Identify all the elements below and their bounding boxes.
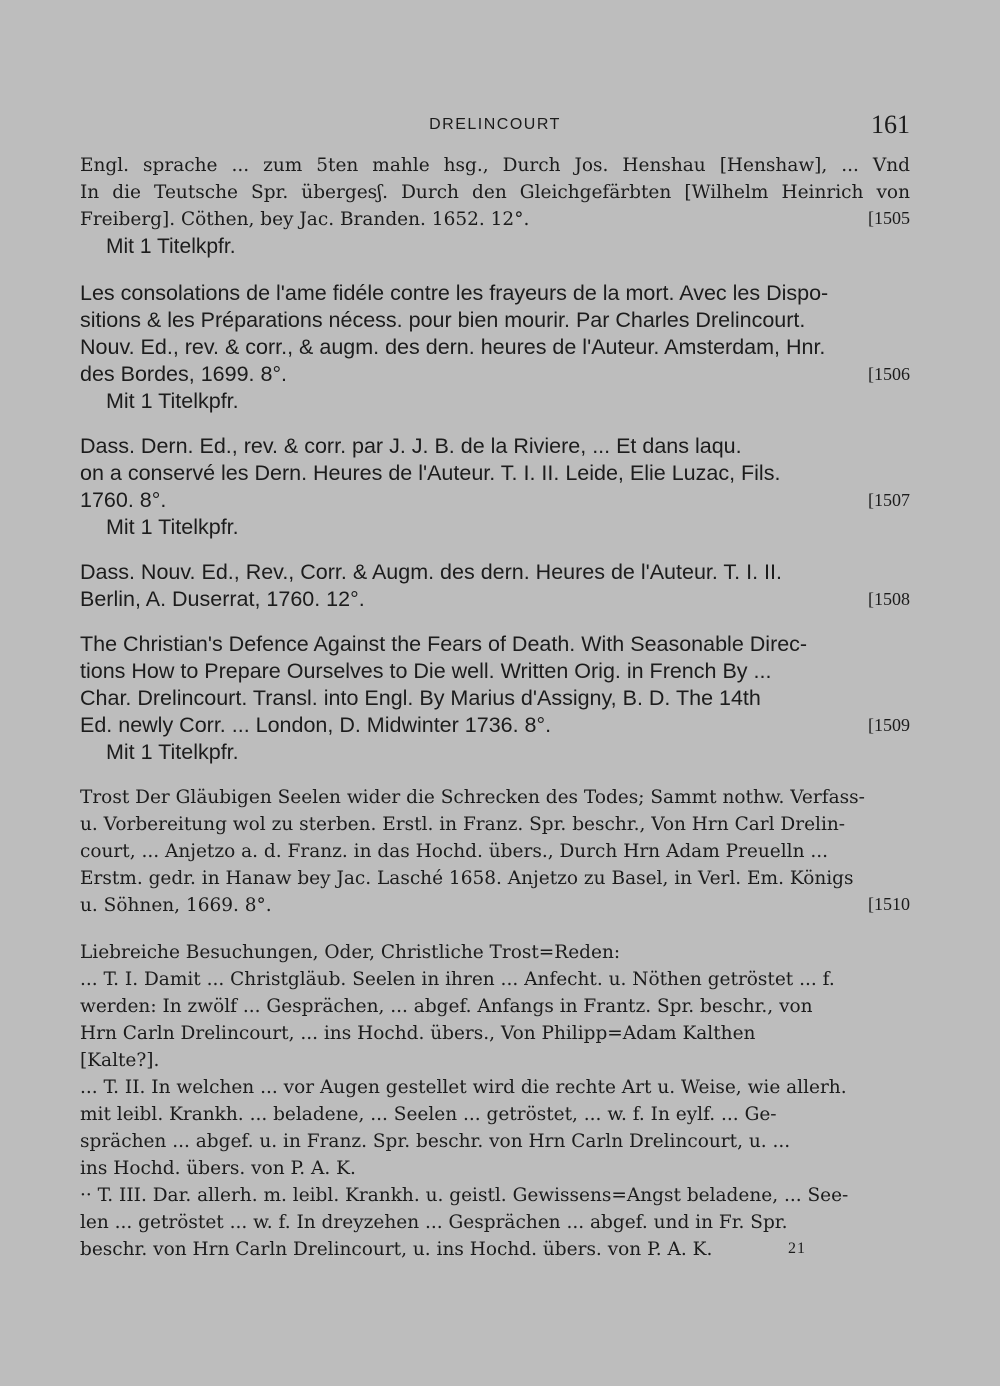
entry-line: Berlin, A. Duserrat, 1760. 12°. — [80, 587, 365, 611]
entry-line: Dass. Dern. Ed., rev. & corr. par J. J. B. de la Riviere, ... Et dans laqu. — [80, 434, 742, 458]
entry-line: Char. Drelincourt. Transl. into Engl. By Marius d'Assigny, B. D. The 14th — [80, 686, 761, 710]
entry-line: tions How to Prepare Ourselves to Die well. Written Orig. in French By ... — [80, 659, 772, 683]
entry-note: Mit 1 Titelkpfr. — [106, 389, 239, 413]
entry-line: len ... getröstet ... w. f. In dreyzehen ... Gesprächen ... abgef. und in Fr. Spr. — [80, 1212, 788, 1233]
entry-1505 — [80, 152, 910, 260]
entry-part-1 — [80, 966, 910, 1074]
entry-line: The Christian's Defence Against the Fears of Death. With Seasonable Direc- — [80, 632, 808, 656]
entry-line: ... T. I. Damit ... Christgläub. Seelen in ihren ... Anfecht. u. Nöthen getröstet ... f. — [80, 969, 835, 990]
entry-line: Freiberg]. Cöthen, bey Jac. Branden. 1652. 12°. — [80, 209, 530, 230]
entry-number: [1510 — [868, 894, 910, 914]
entry-line: Trost Der Gläubigen Seelen wider die Schrecken des Todes; Sammt nothw. Verfass- — [80, 787, 865, 808]
entry-liebreiche-besuchungen — [80, 939, 910, 1263]
entry-line: Dass. Nouv. Ed., Rev., Corr. & Augm. des dern. Heures de l'Auteur. T. I. II. — [80, 560, 782, 584]
entry-note: Mit 1 Titelkpfr. — [106, 235, 236, 258]
entry-note: Mit 1 Titelkpfr. — [106, 515, 239, 539]
entry-line: werden: In zwölf ... Gesprächen, ... abgef. Anfangs in Frantz. Spr. beschr., von — [80, 996, 813, 1017]
entry-line: mit leibl. Krankh. ... beladene, ... Seelen ... getröstet, ... w. f. In eylf. ... Ge- — [80, 1104, 777, 1125]
entry-line: court, ... Anjetzo a. d. Franz. in das Hochd. übers., Durch Hrn Adam Preuelln ... — [80, 841, 829, 862]
entry-1509 — [80, 631, 910, 766]
entry-title: Liebreiche Besuchungen, Oder, Christliche Trost=Reden: — [80, 942, 621, 963]
entry-line: beschr. von Hrn Carln Drelincourt, u. ins Hochd. übers. von P. A. K. — [80, 1239, 713, 1260]
signature-mark: 21 — [788, 1240, 806, 1257]
entry-line: on a conservé les Dern. Heures de l'Auteur. T. I. II. Leide, Elie Luzac, Fils. — [80, 461, 781, 485]
entry-line: ins Hochd. übers. von P. A. K. — [80, 1158, 356, 1179]
entry-line: sprächen ... abgef. u. in Franz. Spr. beschr. von Hrn Carln Drelincourt, u. ... — [80, 1131, 791, 1152]
entry-line: 1760. 8°. — [80, 488, 167, 512]
entry-line: Les consolations de l'ame fidéle contre les frayeurs de la mort. Avec les Dispo- — [80, 281, 829, 305]
entry-1506 — [80, 280, 910, 415]
entry-line: Erstm. gedr. in Hanaw bey Jac. Lasché 1658. Anjetzo zu Basel, in Verl. Em. Königs — [80, 868, 854, 889]
entry-line: u. Vorbereitung wol zu sterben. Erstl. in Franz. Spr. beschr., Von Hrn Carl Drelin- — [80, 814, 846, 835]
entry-1507 — [80, 433, 910, 541]
entry-1510 — [80, 784, 910, 919]
entry-1508 — [80, 559, 910, 613]
entry-number: [1507 — [868, 490, 910, 510]
entry-number: [1506 — [868, 364, 910, 384]
entry-line: sitions & les Préparations nécess. pour bien mourir. Par Charles Drelincourt. — [80, 308, 806, 332]
page-header — [80, 110, 910, 144]
entry-line: In die Teutsche Spr. übergesʃ. Durch den Gleichgefärbten [Wilhelm Heinrich von — [80, 182, 910, 203]
entry-line: Ed. newly Corr. ... London, D. Midwinter 1736. 8°. — [80, 713, 552, 737]
entry-note: Mit 1 Titelkpfr. — [106, 740, 239, 764]
entry-line: Nouv. Ed., rev. & corr., & augm. des dern. heures de l'Auteur. Amsterdam, Hnr. — [80, 335, 826, 359]
running-head: DRELINCOURT — [429, 116, 561, 133]
entry-number: [1509 — [868, 715, 910, 735]
entry-part-3 — [80, 1182, 910, 1263]
page-number: 161 — [871, 110, 910, 139]
entry-line: des Bordes, 1699. 8°. — [80, 362, 288, 386]
entry-line: [Kalte?]. — [80, 1050, 160, 1071]
entry-number: [1508 — [868, 589, 910, 609]
entry-part-2 — [80, 1074, 910, 1182]
entry-line: ... T. II. In welchen ... vor Augen gestellet wird die rechte Art u. Weise, wie allerh. — [80, 1077, 847, 1098]
bibliography-entries — [80, 152, 910, 1283]
entry-number: [1505 — [868, 208, 910, 228]
entry-line: ·· T. III. Dar. allerh. m. leibl. Krankh. u. geistl. Gewissens=Angst beladene, ... See- — [80, 1185, 849, 1206]
entry-line: u. Söhnen, 1669. 8°. — [80, 895, 272, 916]
entry-line: Engl. sprache ... zum 5ten mahle hsg., Durch Jos. Henshau [Henshaw], ... Vnd — [80, 155, 910, 176]
entry-line: Hrn Carln Drelincourt, ... ins Hochd. übers., Von Philipp=Adam Kalthen — [80, 1023, 756, 1044]
